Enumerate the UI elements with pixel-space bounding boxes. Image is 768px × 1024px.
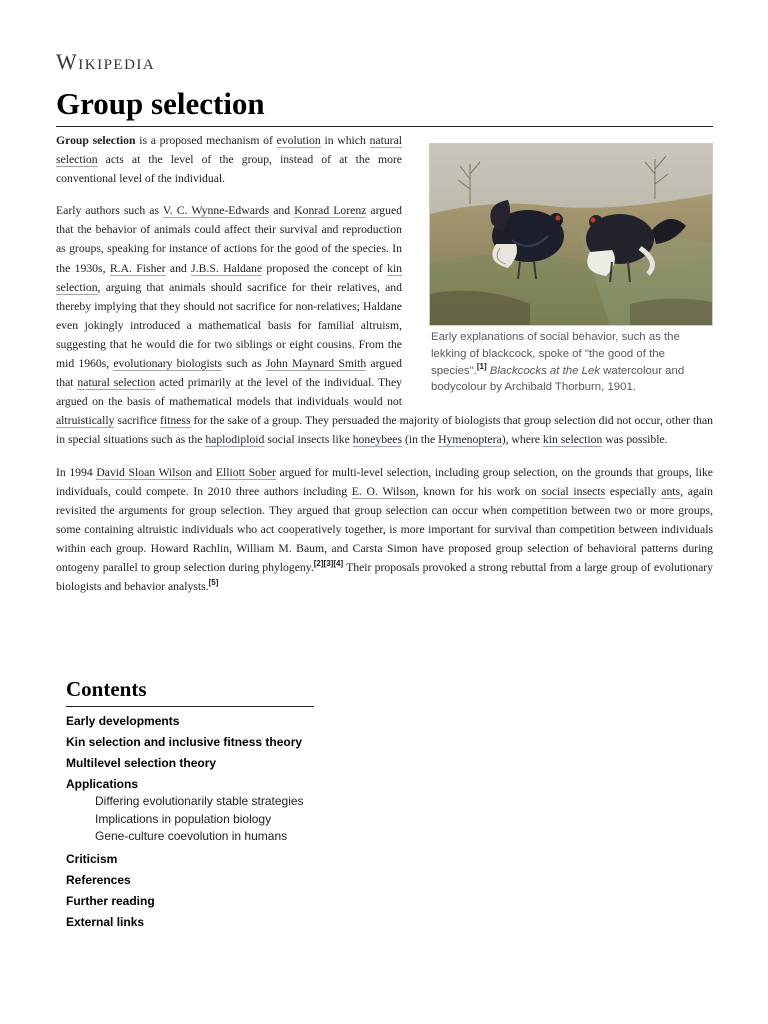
text: acts at the level of the group, instead of at the more conventional level of the individual. — [56, 153, 402, 186]
link-elliott-sober[interactable]: Elliott Sober — [215, 465, 276, 479]
link-kin-selection[interactable]: kin selection — [56, 261, 403, 294]
link-kin-selection-2[interactable]: kin selection — [542, 433, 603, 447]
text: proposed the concept of — [262, 261, 388, 275]
text: ), where — [501, 433, 543, 447]
text: social insects like — [264, 433, 353, 447]
link-natural-selection-2[interactable]: natural selection — [77, 376, 156, 390]
toc-subitem-stable-strategies[interactable]: Differing evolutionarily stable strategies — [95, 794, 304, 808]
link-wynne-edwards[interactable]: V. C. Wynne-Edwards — [162, 204, 270, 218]
toc-subitem-gene-culture[interactable]: Gene-culture coevolution in humans — [95, 829, 288, 843]
text: in which — [320, 134, 370, 147]
toc-sublist-applications — [66, 793, 314, 846]
toc-item-early-developments[interactable]: Early developments — [66, 714, 180, 728]
page-title: Group selection — [56, 86, 265, 121]
text: , arguing that animals should sacrifice for their relatives, and thereby implying that they should not sacrifice for non-relatives; Haldane even jokingly introduced a mathematical basis for familial altruism, suggesting that he would die for two siblings or eight cousins. From the mid 1960s, — [56, 280, 402, 371]
title-divider — [56, 126, 713, 127]
text: sacrifice — [114, 414, 160, 428]
toc-list — [66, 707, 314, 795]
toc-item-references[interactable]: References — [66, 872, 131, 887]
paragraph-3 — [56, 463, 713, 597]
text: for the sake of a group. They persuaded the majority of biologists that group selection did not occur, other than in special situations such as the — [56, 414, 714, 447]
text: and — [191, 465, 216, 479]
blackcocks-painting-image[interactable] — [429, 143, 713, 326]
wikipedia-wordmark[interactable]: Wikipedia — [56, 49, 156, 74]
caption-text: Early explanations of social behavior, such as the lekking of blackcock, spoke of "the good of the species". — [431, 331, 680, 377]
text: argued for multi-level selection, including group selection, on the grounds that groups, like individuals, could compete. In 2010 three authors including — [56, 465, 713, 498]
toc-subitem-population-biology[interactable]: Implications in population biology — [95, 811, 272, 826]
toc-item-kin-selection[interactable]: Kin selection and inclusive fitness theory — [66, 735, 303, 749]
caption-work-title: Blackcocks at the Lek — [489, 364, 600, 377]
link-altruistically[interactable]: altruistically — [56, 414, 115, 428]
reference-4[interactable]: [4] — [333, 559, 344, 569]
text: , again revisited the arguments for group selection. They argued that group selection can occur when competition between two or more groups, some containing altruistic individuals who act cooperatively together, is more important for survival than competition between individuals within each group. Howard Rachlin, William M. Baum, and Carsta Simon have proposed group selection of behavioral patterns during ontogeny parallel to group selection during phylogeny. — [56, 484, 714, 574]
link-evolutionary-biologists[interactable]: evolutionary biologists — [113, 357, 223, 371]
text: such as — [222, 357, 266, 371]
lead-term: Group selection — [56, 134, 136, 147]
reference-2[interactable]: [2] — [313, 559, 324, 569]
link-jbs-haldane[interactable]: J.B.S. Haldane — [191, 261, 263, 275]
text: , known for his work on — [415, 484, 542, 498]
text: is a proposed mechanism of — [135, 134, 277, 147]
toc-item-external-links[interactable]: External links — [66, 914, 145, 929]
text: Early authors such as — [56, 204, 163, 218]
text: and — [269, 204, 295, 218]
link-ants[interactable]: ants — [661, 484, 681, 498]
link-evolution[interactable]: evolution — [276, 134, 321, 147]
link-john-maynard-smith[interactable]: John Maynard Smith — [265, 357, 367, 371]
caption-reference-1[interactable]: [1] — [476, 361, 487, 371]
link-fitness[interactable]: fitness — [159, 414, 191, 428]
link-david-sloan-wilson[interactable]: David Sloan Wilson — [96, 465, 192, 479]
text: and — [165, 261, 192, 275]
text: Their proposals provoked a strong rebuttal from a large group of evolutionary biologists and behavior analysts. — [56, 560, 713, 594]
link-social-insects[interactable]: social insects — [541, 484, 606, 498]
table-of-contents — [66, 676, 314, 933]
text: In 1994 — [56, 465, 97, 479]
toc-list-continued — [66, 849, 314, 933]
link-natural-selection[interactable]: natural selection — [56, 134, 403, 167]
link-honeybees[interactable]: honeybees — [352, 433, 403, 447]
article-body — [56, 131, 713, 609]
figure-caption — [429, 329, 713, 396]
link-haplodiploid[interactable]: haplodiploid — [205, 433, 265, 447]
toc-title: Contents — [66, 676, 314, 707]
text: acted primarily at the level of the individual. They argued on the basis of mathematical models that individuals would not — [56, 376, 402, 409]
caption-credit: watercolour and bodycolour by Archibald Thorburn, 1901. — [431, 364, 685, 394]
link-hymenoptera[interactable]: Hymenoptera — [438, 433, 502, 447]
text: (in the — [402, 433, 439, 447]
link-eo-wilson[interactable]: E. O. Wilson — [351, 484, 416, 498]
link-ra-fisher[interactable]: R.A. Fisher — [109, 261, 166, 275]
reference-5[interactable]: [5] — [208, 578, 219, 588]
toc-item-applications[interactable]: Applications — [66, 777, 139, 791]
reference-3[interactable]: [3] — [323, 559, 334, 569]
text: argued that the behavior of animals could affect their survival and reproduction as groups, speaking for instance of actions for the good of the species. In the 1930s, — [56, 204, 402, 275]
text: was possible. — [602, 433, 668, 447]
link-konrad-lorenz[interactable]: Konrad Lorenz — [294, 204, 367, 218]
text: especially — [605, 484, 662, 498]
article-figure — [429, 143, 713, 396]
text: argued that — [56, 357, 403, 390]
toc-item-multilevel-selection[interactable]: Multilevel selection theory — [66, 756, 217, 770]
toc-item-further-reading[interactable]: Further reading — [66, 893, 155, 908]
toc-item-criticism[interactable]: Criticism — [66, 851, 118, 866]
